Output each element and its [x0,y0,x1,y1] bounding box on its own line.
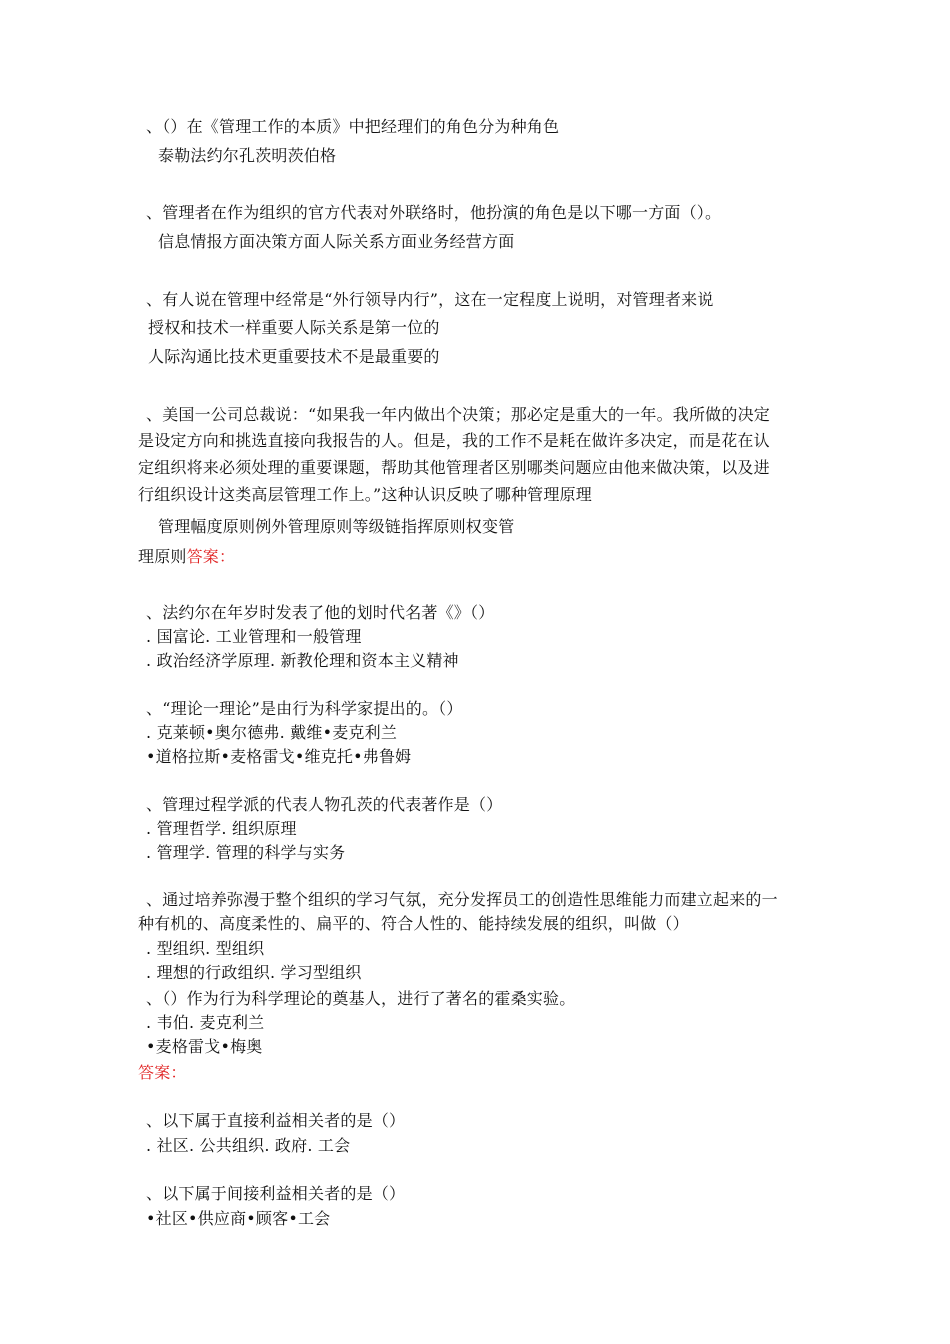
question-6: 、“理论一理论”是由行为科学家提出的。（） [146,699,463,718]
question-8-options-a: . 型组织. 型组织 [146,939,265,958]
question-8-line-1: 、通过培养弥漫于整个组织的学习气氛，充分发挥员工的创造性思维能力而建立起来的一 [146,890,778,909]
question-4-line-1: 、美国一公司总裁说：“如果我一年内做出个决策；那必定是重大的一年。我所做的决定 [146,405,770,424]
question-9-options-b: •麦格雷戈•梅奥 [146,1037,263,1056]
question-1-options: 泰勒法约尔孔茨明茨伯格 [158,146,337,165]
question-2-options: 信息情报方面决策方面人际关系方面业务经营方面 [158,232,515,251]
question-9-options-a: . 韦伯. 麦克利兰 [146,1013,265,1032]
question-11-options: •社区•供应商•顾客•工会 [146,1209,331,1228]
question-3-options-a: 授权和技术一样重要人际关系是第一位的 [148,318,440,337]
question-8-options-b: . 理想的行政组织. 学习型组织 [146,963,362,982]
question-4-line-2: 是设定方向和挑选直接向我报告的人。但是，我的工作不是耗在做许多决定，而是花在认 [138,431,770,450]
question-4-options: 管理幅度原则例外管理原则等级链指挥原则权变管 [158,517,515,536]
question-6-options-a: . 克莱顿•奥尔德弗. 戴维•麦克利兰 [146,723,398,742]
option-text: 理原则 [138,547,187,566]
question-4-line-3: 定组织将来必须处理的重要课题，帮助其他管理者区别哪类问题应由他来做决策，以及进 [138,458,770,477]
question-8-line-2: 种有机的、高度柔性的、扁平的、符合人性的、能持续发展的组织，叫做（） [138,914,689,933]
question-4-options-cont [138,544,235,570]
question-3-options-b: 人际沟通比技术更重要技术不是最重要的 [148,347,440,366]
question-5: 、法约尔在年岁时发表了他的划时代名著《》（） [146,603,495,622]
question-7-options-a: . 管理哲学. 组织原理 [146,819,297,838]
answer-label: 答案： [186,547,236,566]
answer-label: 答案： [138,1063,187,1082]
question-1: 、（）在《管理工作的本质》中把经理们的角色分为种角色 [146,117,560,136]
question-7-options-b: . 管理学. 管理的科学与实务 [146,843,346,862]
question-5-options-b: . 政治经济学原理. 新教伦理和资本主义精神 [146,651,459,670]
question-7: 、管理过程学派的代表人物孔茨的代表著作是（） [146,795,503,814]
question-10: 、以下属于直接利益相关者的是（） [146,1111,406,1130]
question-2: 、管理者在作为组织的官方代表对外联络时，他扮演的角色是以下哪一方面（）。 [146,203,722,222]
question-6-options-b: •道格拉斯•麦格雷戈•维克托•弗鲁姆 [146,747,412,766]
question-5-options-a: . 国富论. 工业管理和一般管理 [146,627,362,646]
question-9: 、（）作为行为科学理论的奠基人，进行了著名的霍桑实验。 [146,989,576,1008]
question-10-options: . 社区. 公共组织. 政府. 工会 [146,1136,351,1155]
question-11: 、以下属于间接利益相关者的是（） [146,1184,406,1203]
question-3: 、有人说在管理中经常是“外行领导内行”，这在一定程度上说明，对管理者来说 [146,290,714,309]
question-4-line-4: 行组织设计这类高层管理工作上。”这种认识反映了哪种管理原理 [138,485,592,504]
